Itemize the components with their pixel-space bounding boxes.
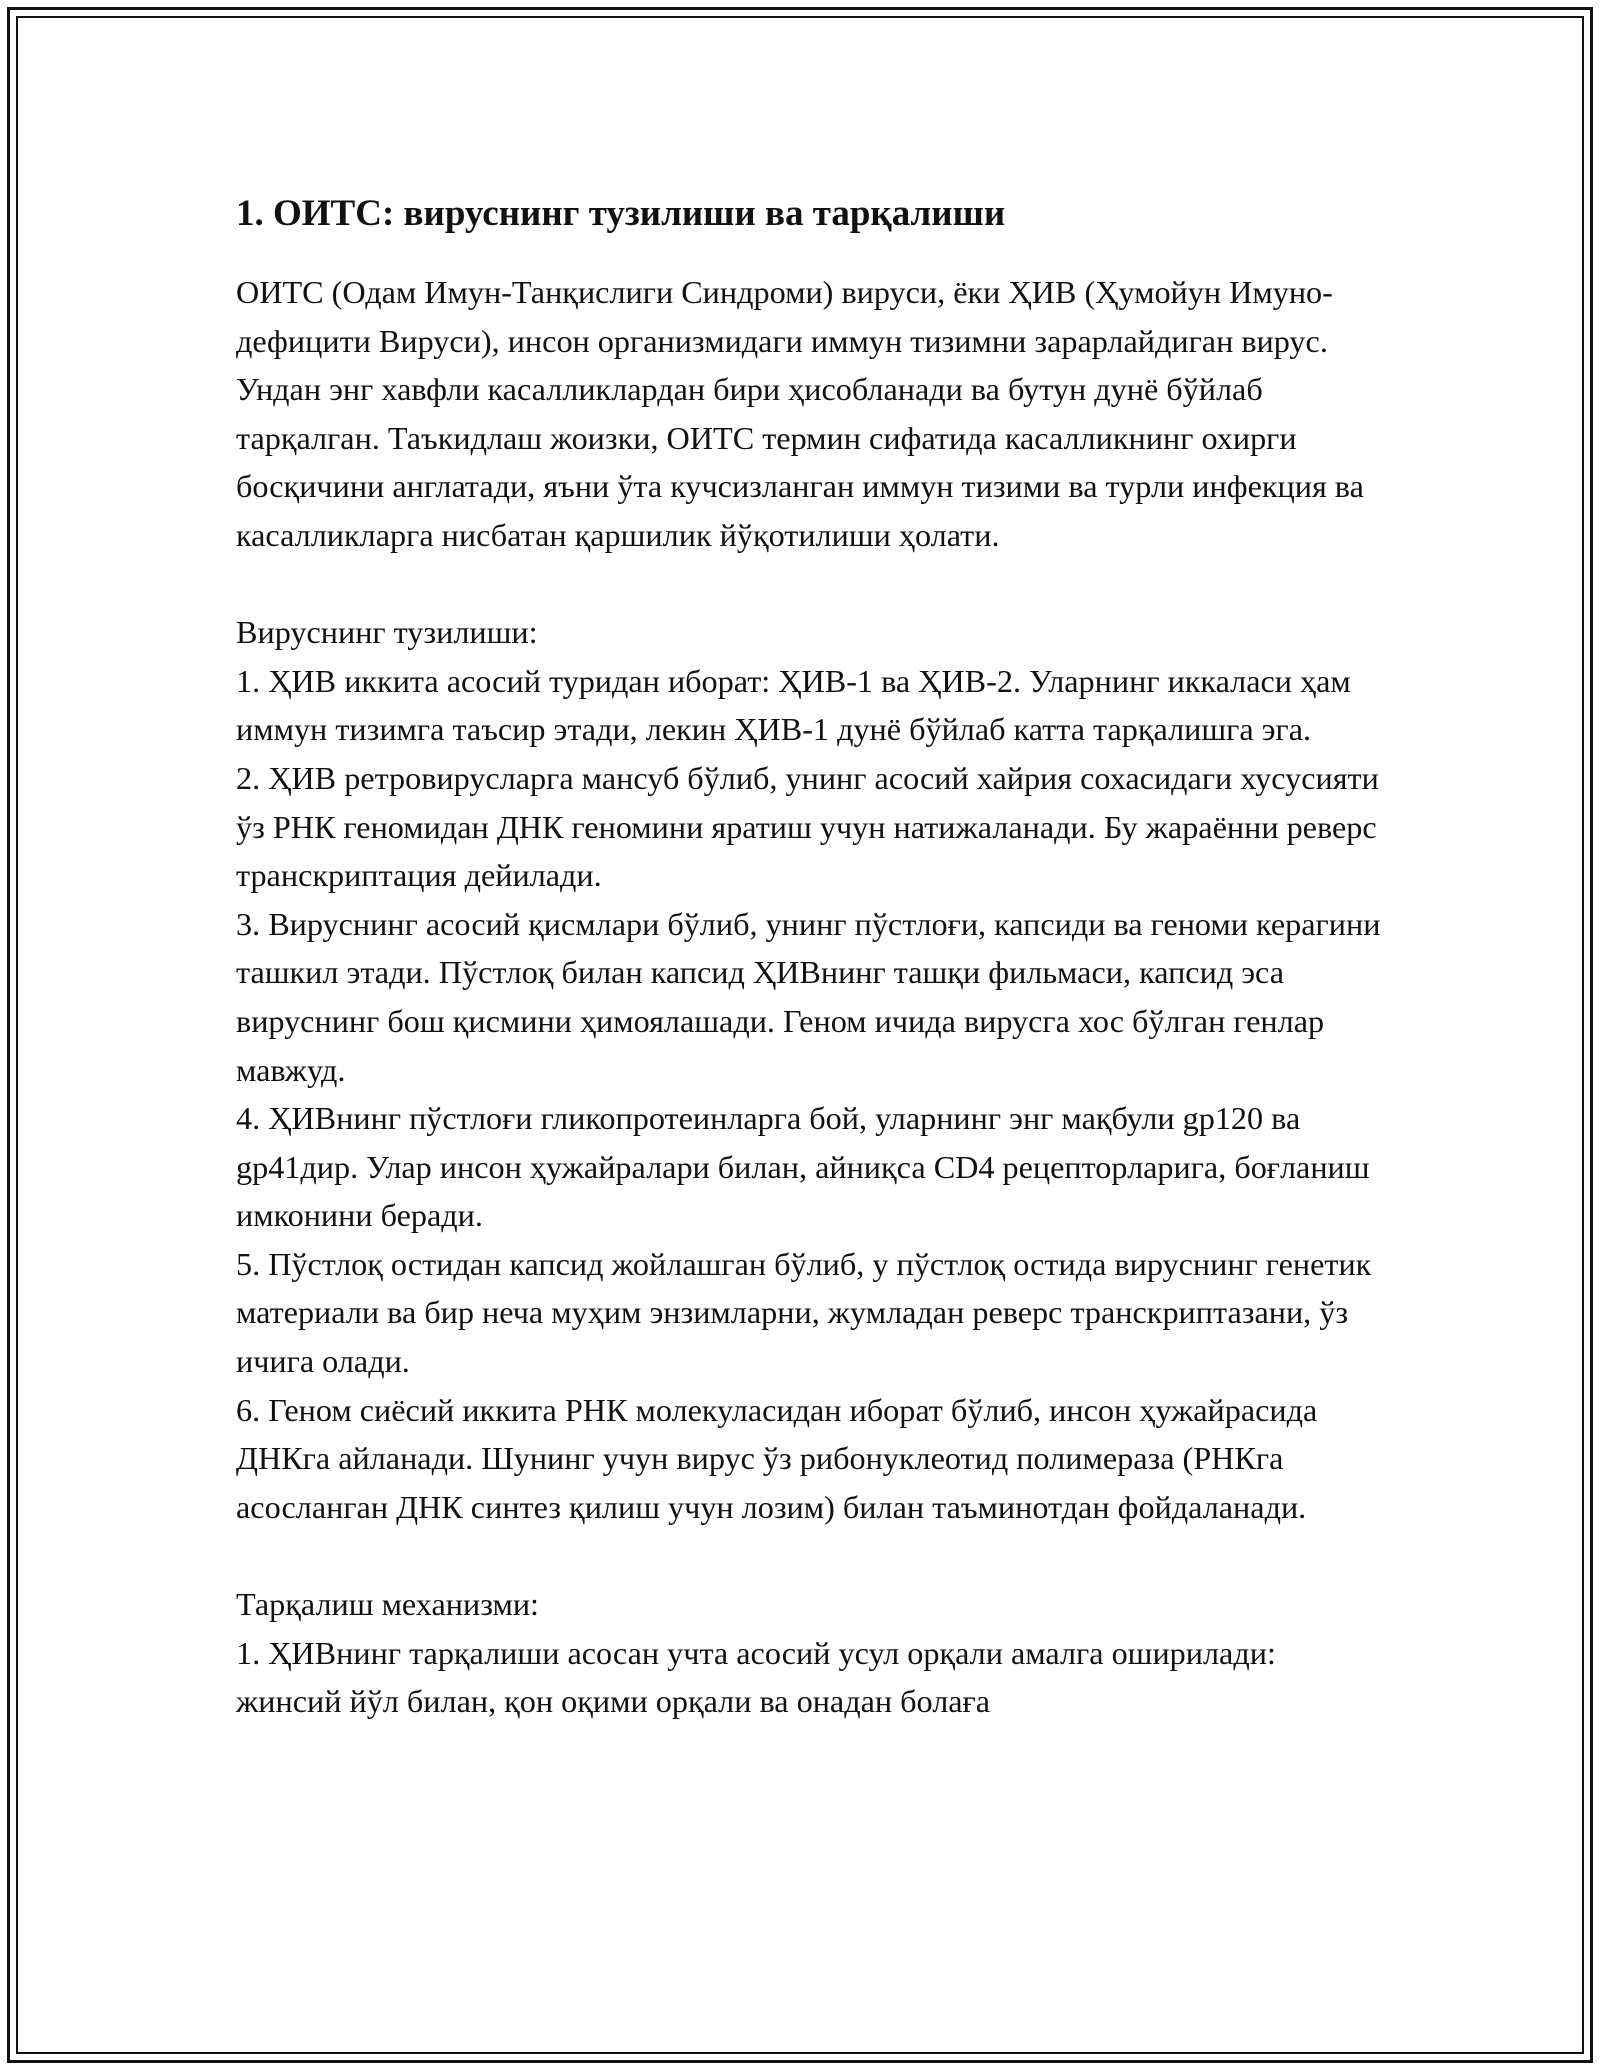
intro-paragraph: ОИТС (Одам Имун-Танқислиги Синдроми) вируси, ёки ҲИВ (Ҳумойун Имуно-дефицити Вируси), инсон организмидаги иммун тизимни зарарлайдиган вирус. Ундан энг хавфли касалликлардан бири ҳисобланади ва бутун дунё бўйлаб тарқалган. Таъкидлаш жоизки, ОИТС термин сифатида касалликнинг охирги босқичини англатади, яъни ўта кучсизланган иммун тизими ва турли инфекция ва касалликларга нисбатан қаршилик йўқотилиши ҳолати.	[236, 274, 1364, 553]
structure-item: 2. ҲИВ ретровирусларга мансуб бўлиб, унинг асосий хайрия сохасидаги хусусияти ўз РНК геномидан ДНК геномини яратиш учун натижаланади. Бу жараённи реверс транскриптация дейилади.	[236, 759, 1379, 894]
spread-title: Тарқалиш механизми:	[236, 1586, 539, 1623]
spread-item: 1. ҲИВнинг тарқалиши асосан учта асосий усул орқали амалга оширилади: жинсий йўл билан, қон оқими орқали ва онадан болаға	[236, 1634, 1276, 1720]
document-body	[236, 186, 1386, 1726]
structure-item: 1. ҲИВ иккита асосий туридан иборат: ҲИВ-1 ва ҲИВ-2. Уларнинг иккаласи ҳам иммун тизимга таъсир этади, лекин ҲИВ-1 дунё бўйлаб катта тарқалишга эга.	[236, 662, 1351, 748]
structure-item: 3. Вируснинг асосий қисмлари бўлиб, унинг пўстлоғи, капсиди ва геноми керагини ташкил этади. Пўстлоқ билан капсид ҲИВнинг ташқи фильмаси, капсид эса вируснинг бош қисмини ҳимоялашади. Геном ичида вирусга хос бўлган генлар мавжуд.	[236, 905, 1381, 1088]
section-heading: 1. ОИТС: вируснинг тузилиши ва тарқалиши	[236, 193, 1006, 234]
structure-item: 4. ҲИВнинг пўстлоғи гликопротеинларга бой, уларнинг энг мақбули gp120 ва gp41дир. Улар инсон ҳужайралари билан, айниқса CD4 рецепторларига, боғланиш имконини беради.	[236, 1100, 1370, 1234]
structure-section	[236, 608, 1386, 1531]
structure-item: 5. Пўстлоқ остидан капсид жойлашган бўлиб, у пўстлоқ остида вируснинг генетик материали ва бир неча муҳим энзимларни, жумладан реверс транскриптазани, ўз ичига олади.	[236, 1245, 1372, 1380]
structure-item: 6. Геном сиёсий иккита РНК молекуласидан иборат бўлиб, инсон ҳужайрасида ДНКга айланади. Шунинг учун вирус ўз рибонуклеотид полимераза (РНКга асосланган ДНК синтез қилиш учун лозим) билан таъминотдан фойдаланади.	[236, 1391, 1318, 1525]
structure-title: Вируснинг тузилиши:	[236, 614, 538, 651]
spread-section	[236, 1580, 1386, 1726]
